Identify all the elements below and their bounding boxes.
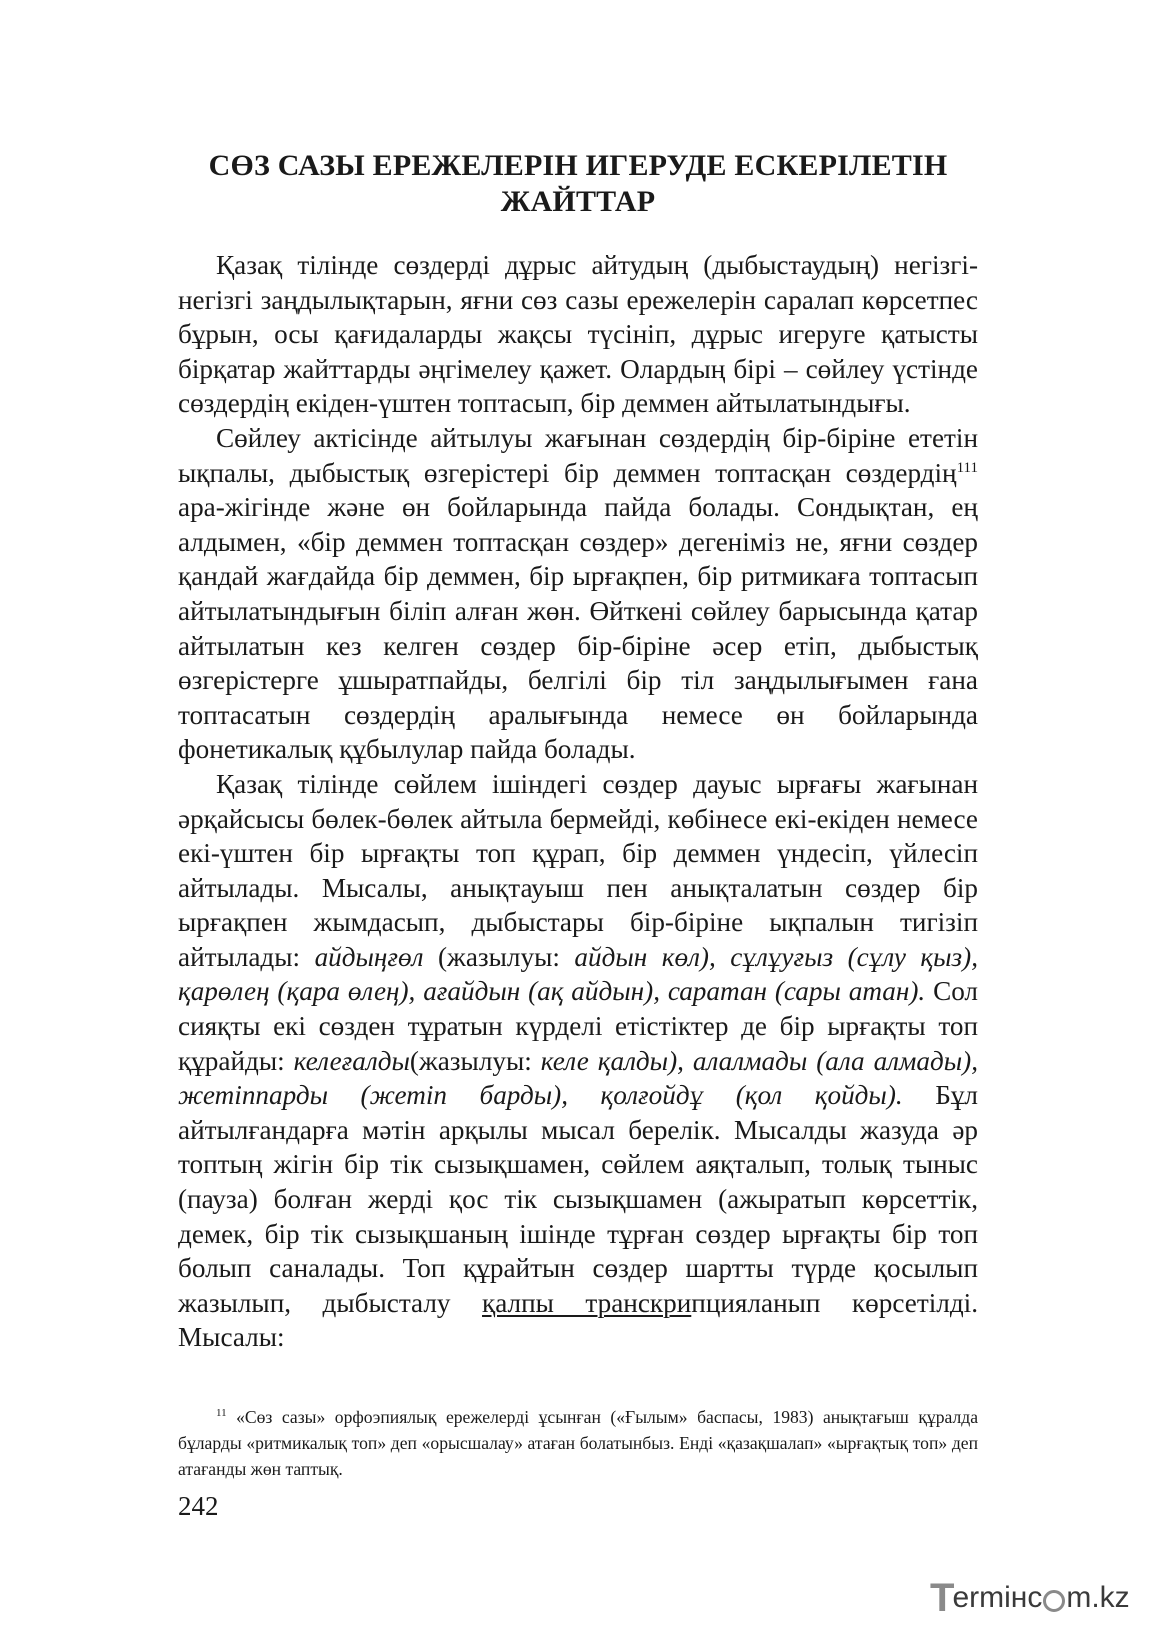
- footnote: [178, 1404, 978, 1482]
- page-title: [178, 148, 978, 220]
- paragraph-3-text-c: Сол сияқты екі сөзден тұратын күрделі етістіктер де бір ырғақты топ құрайды:: [178, 976, 978, 1076]
- example-italic-1: айдыңғөл: [314, 941, 424, 972]
- paragraph-1-text: Қазақ тілінде сөздерді дұрыс айтудың (дыбыстаудың) негізгі-негізгі заңдылықтарын, яғни сөз сазы ережелерін саралап көрсетпес бұрын, осы қағидаларды жақсы түсініп, дұрыс игеруге қатысты бірқатар жайттарды әңгімелеу қажет. Олардың бірі – сөйлеу үстінде сөздердің екіден-үштен топтасып, бір деммен айтылатындығы.: [178, 250, 978, 419]
- example-italic-3: келеғалды: [293, 1045, 410, 1076]
- paragraph-3: [178, 767, 978, 1355]
- paragraph-2-text-a: Сөйлеу актісінде айтылуы жағынан сөздердің бір-біріне ететін ықпалы, дыбыстық өзгерістері бір деммен топтасқан сөздердің: [178, 422, 978, 488]
- paragraph-3-text-e: Бұл айтылғандарға мәтін арқылы мысал берелік. Мысалды жазуда әр топтың жігін бір тік сызықшамен, сөйлем аяқталып, толық тыныс (пауза) болған жерді қос тік сызықшамен (ажыратып көрсеттік, демек, бір тік сызықшаның ішінде тұрған сөздер ырғақты бір топ болып саналады. Топ құрайтын сөздер шартты түрде қосылып жазылып, дыбысталу: [178, 1080, 978, 1318]
- watermark-logo: [930, 1576, 1130, 1620]
- paragraph-2: [178, 421, 978, 767]
- underlined-text: қалпы транскри: [482, 1287, 692, 1318]
- page-number: 242: [178, 1491, 219, 1521]
- footnote-reference: 111: [956, 459, 978, 476]
- title-line-2: ЖАЙТТАР: [500, 185, 656, 218]
- watermark-text-2: m.kz: [1066, 1581, 1130, 1614]
- title-line-1: СӨЗ САЗЫ ЕРЕЖЕЛЕРІН ИГЕРУДЕ ЕСКЕРІЛЕТІН: [208, 149, 948, 182]
- watermark-t: T: [930, 1576, 955, 1620]
- paragraph-2-text-b: ара-жігінде және өн бойларында пайда болады. Сондықтан, ең алдымен, «бір деммен топтасқан сөздер» дегеніміз не, яғни сөздер қандай жағдайда бір деммен, бір ырғақпен, бір ритмикаға топтасып айтылатындығын біліп алған жөн. Өйткені сөйлеу барысында қатар айтылатын кез келген сөздер бір-біріне әсер етіп, дыбыстық өзгерістерге ұшыратпайды, белгілі бір тіл заңдылығымен ғана топтасатын сөздердің аралығында немесе өн бойларында фонетикалық құбылулар пайда болады.: [178, 492, 978, 765]
- body-text: [178, 248, 978, 1355]
- example-italic-2: айдын көл), сұлұуғыз (сұлу қыз), қарөлең (қара өлең), ағайдын (ақ айдын), саратан (сары атан).: [178, 941, 978, 1007]
- footnote-marker: 11: [216, 1407, 227, 1420]
- paragraph-3-text-b: (жазылуы:: [423, 941, 575, 972]
- paragraph-1: [178, 248, 978, 421]
- watermark-o-circle: [1043, 1590, 1065, 1612]
- watermark-text-1: ermінc: [952, 1581, 1043, 1614]
- example-italic-4: келе қалды), алалмады (ала алмады), жетіппарды (жетіп барды), қолғойдұ (қол қойды).: [178, 1045, 978, 1111]
- footnote-text: «Сөз сазы» орфоэпиялық ережелерді ұсынған («Ғылым» баспасы, 1983) анықтағыш құралда бұларды «ритмикалық топ» деп «орысшалау» атаған болатынбыз. Енді «қазақшалап» «ырғақтық топ» деп атағанды жөн таптық.: [178, 1407, 978, 1479]
- paragraph-3-text-d: (жазылуы:: [409, 1045, 541, 1076]
- paragraph-3-text-f: пцияланып көрсетілді. Мысалы:: [178, 1287, 978, 1353]
- paragraph-3-text-a: Қазақ тілінде сөйлем ішіндегі сөздер дауыс ырғағы жағынан әрқайсысы бөлек-бөлек айтыла бермейді, көбінесе екі-екіден немесе екі-үштен бір ырғақты топ құрап, бір деммен үндесіп, үйлесіп айтылады. Мысалы, анықтауыш пен анықталатын сөздер бір ырғақпен жымдасып, дыбыстары бір-біріне ықпалын тигізіп айтылады:: [178, 768, 978, 972]
